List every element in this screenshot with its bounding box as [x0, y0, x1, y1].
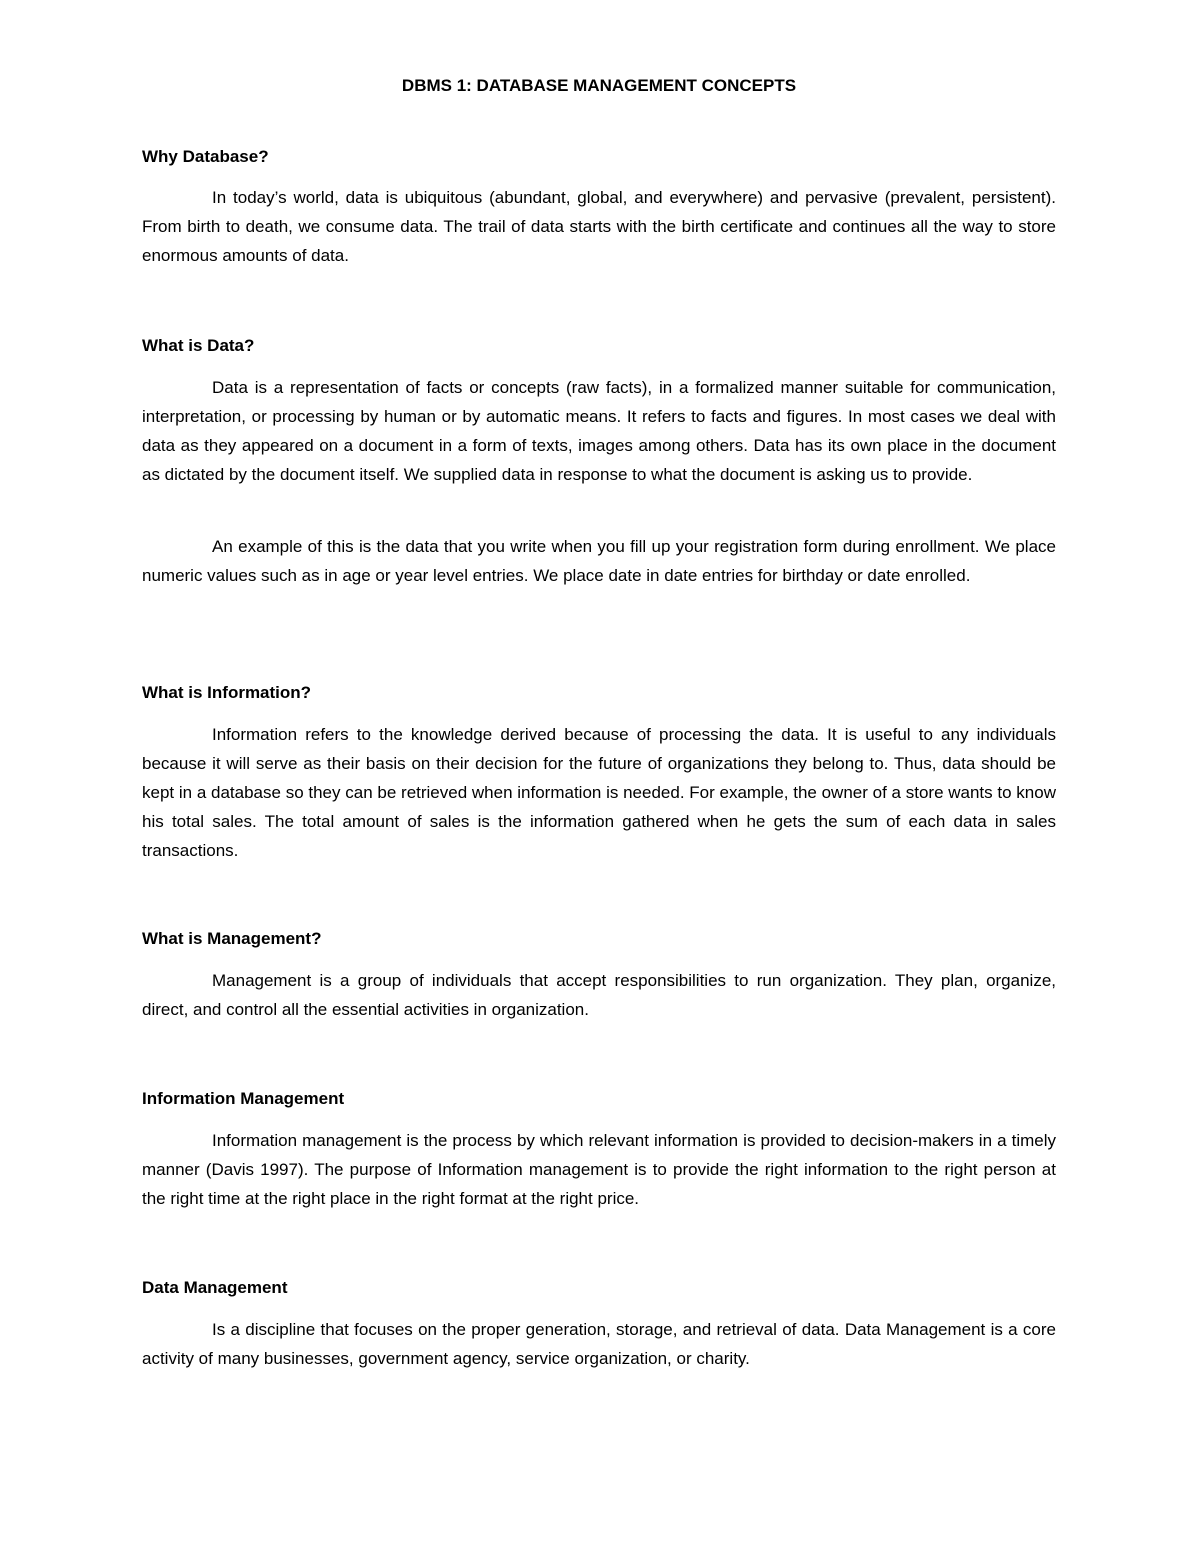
paragraph-information-management: Information management is the process by which relevant information is provided to decision-makers in a timely manner (Davis 1997). The purpose of Information management is to provide the right information to the right person at the right time at the right place in the right format at the right price. [142, 1131, 1056, 1208]
paragraph-data-management: Is a discipline that focuses on the proper generation, storage, and retrieval of data. Data Management is a core activity of many businesses, government agency, service organization, or charity. [142, 1320, 1056, 1368]
heading-why-database: Why Database? [142, 147, 269, 166]
heading-information-management: Information Management [142, 1089, 345, 1108]
paragraph-what-is-data-1: Data is a representation of facts or concepts (raw facts), in a formalized manner suitable for communication, interpretation, or processing by human or by automatic means. It refers to facts and figures. In most cases we deal with data as they appeared on a document in a form of texts, images among others. Data has its own place in the document as dictated by the document itself. We supplied data in response to what the document is asking us to provide. [142, 378, 1056, 484]
paragraph-what-is-data-2: An example of this is the data that you write when you fill up your registration form during enrollment. We place numeric values such as in age or year level entries. We place date in date entries for birthday or date enrolled. [142, 537, 1056, 585]
heading-what-is-management: What is Management? [142, 929, 322, 948]
heading-what-is-data: What is Data? [142, 336, 255, 355]
paragraph-why-database: In today’s world, data is ubiquitous (abundant, global, and everywhere) and pervasive (prevalent, persistent). From birth to death, we consume data. The trail of data starts with the birth certificate and continues all the way to store enormous amounts of data. [142, 188, 1056, 265]
paragraph-what-is-information: Information refers to the knowledge derived because of processing the data. It is useful to any individuals because it will serve as their basis on their decision for the future of organizations they belong to. Thus, data should be kept in a database so they can be retrieved when information is needed. For example, the owner of a store wants to know his total sales. The total amount of sales is the information gathered when he gets the sum of each data in sales transactions. [142, 725, 1056, 860]
heading-data-management: Data Management [142, 1278, 288, 1297]
heading-what-is-information: What is Information? [142, 683, 312, 702]
document-title: DBMS 1: DATABASE MANAGEMENT CONCEPTS [401, 76, 797, 95]
paragraph-what-is-management: Management is a group of individuals that accept responsibilities to run organization. They plan, organize, direct, and control all the essential activities in organization. [142, 971, 1056, 1019]
